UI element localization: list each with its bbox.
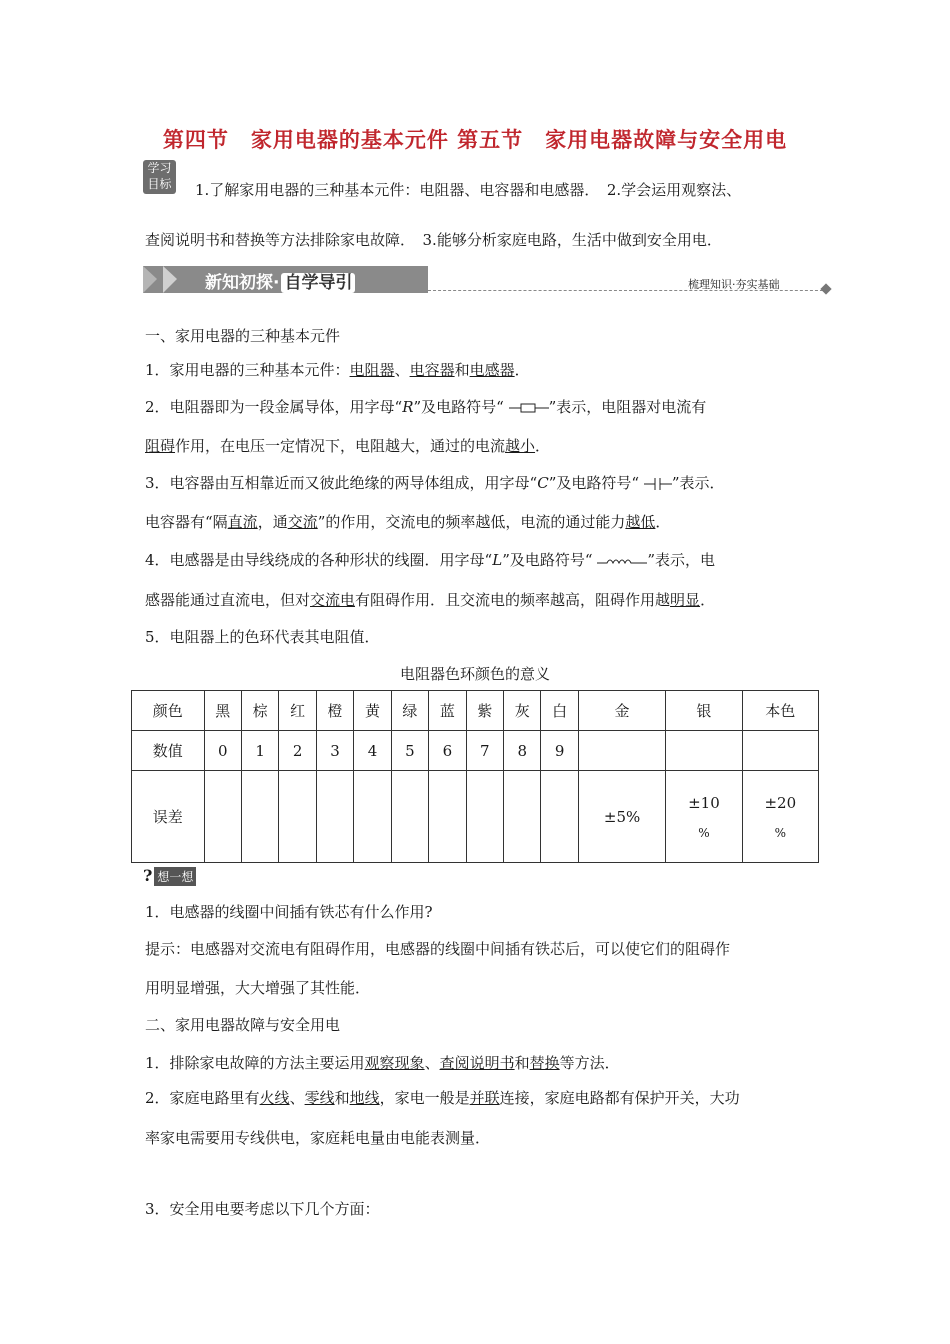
- table-row: [132, 771, 819, 863]
- capacitor-symbol-icon: [644, 477, 672, 491]
- table-cell: 4: [354, 731, 391, 771]
- table-cell: 8: [504, 731, 541, 771]
- s2-paragraph-2: 2．家庭电路里有火线、零线和地线，家电一般是并联连接，家庭电路都有保护开关，大功: [145, 1089, 740, 1107]
- question-icon: ?: [143, 866, 153, 885]
- table-cell: 颜色: [132, 691, 205, 731]
- s1-paragraph-4: 4．电感器是由导线绕成的各种形状的线圈．用字母“L”及电路符号“ ”表示，电: [145, 551, 715, 569]
- banner-title: 新知初探· 自学导引: [205, 268, 355, 293]
- diamond-icon: [820, 283, 831, 294]
- table-cell: 2: [279, 731, 316, 771]
- table-cell: 3: [316, 731, 353, 771]
- table-cell: 6: [429, 731, 466, 771]
- section2-heading: 二、家用电器故障与安全用电: [145, 1016, 341, 1034]
- think-label: ? 想一想: [143, 866, 196, 886]
- think-answer-1: 提示：电感器对交流电有阻碍作用，电感器的线圈中间插有铁芯后，可以使它们的阻碍作: [145, 940, 731, 958]
- section1-heading: 一、家用电器的三种基本元件: [145, 327, 341, 345]
- table-cell: ±5%: [578, 771, 665, 863]
- table-cell: 0: [204, 731, 241, 771]
- table-cell: 蓝: [429, 691, 466, 731]
- table-cell: 黑: [204, 691, 241, 731]
- s1-paragraph-1: 1．家用电器的三种基本元件：电阻器、电容器和电感器．: [145, 361, 530, 379]
- page-title: 第四节 家用电器的基本元件 第五节 家用电器故障与安全用电: [162, 128, 788, 152]
- learning-goal-badge: 学习 目标: [143, 160, 176, 194]
- table-cell: ±10 %: [666, 771, 742, 863]
- think-answer-2: 用明显增强，大大增强了其性能．: [145, 979, 371, 997]
- table-row: [132, 731, 819, 771]
- table-row: [132, 691, 819, 731]
- table-cell: 绿: [391, 691, 428, 731]
- s2-paragraph-2b: 率家电需要用专线供电，家庭耗电量由电能表测量．: [145, 1129, 491, 1147]
- inductor-symbol-icon: [597, 556, 647, 566]
- s1-paragraph-5: 5．电阻器上的色环代表其电阻值．: [145, 628, 380, 646]
- table-cell: [666, 731, 742, 771]
- s2-paragraph-1: 1．排除家电故障的方法主要运用观察现象、查阅说明书和替换等方法．: [145, 1054, 620, 1072]
- chevron-icon: [143, 266, 157, 293]
- goal-line-1: 1.了解家用电器的三种基本元件：电阻器、电容器和电感器． 2.学会运用观察法、: [195, 181, 742, 199]
- table-cell: 银: [666, 691, 742, 731]
- table-cell: 数值: [132, 731, 205, 771]
- s1-paragraph-3b: 电容器有“隔直流，通交流”的作用，交流电的频率越低，电流的通过能力越低．: [145, 513, 671, 531]
- table-cell: 白: [541, 691, 578, 731]
- table-cell: [742, 731, 818, 771]
- color-code-table: [131, 690, 819, 863]
- table-cell: 灰: [504, 691, 541, 731]
- table-cell: 棕: [241, 691, 278, 731]
- table-cell: 本色: [742, 691, 818, 731]
- table-cell: 紫: [466, 691, 503, 731]
- s1-paragraph-2: 2．电阻器即为一段金属导体，用字母“R”及电路符号“ ”表示，电阻器对电流有: [145, 398, 707, 416]
- s1-paragraph-2b: 阻碍作用，在电压一定情况下，电阻越大，通过的电流越小．: [145, 437, 551, 455]
- goal-line-2: 查阅说明书和替换等方法排除家电故障． 3.能够分析家庭电路，生活中做到安全用电．: [145, 231, 722, 249]
- s1-paragraph-4b: 感器能通过直流电，但对交流电有阻碍作用．且交流电的频率越高，阻碍作用越明显．: [145, 591, 716, 609]
- table-cell: 黄: [354, 691, 391, 731]
- table-cell: 5: [391, 731, 428, 771]
- table-cell: [578, 731, 665, 771]
- think-question: 1．电感器的线圈中间插有铁芯有什么作用?: [145, 903, 433, 921]
- table-cell: 金: [578, 691, 665, 731]
- table-cell: 误差: [132, 771, 205, 863]
- table-cell: 橙: [316, 691, 353, 731]
- table-cell: 红: [279, 691, 316, 731]
- table-cell: 9: [541, 731, 578, 771]
- chevron-icon: [163, 266, 177, 293]
- table-cell: ±20 %: [742, 771, 818, 863]
- s2-paragraph-3: 3．安全用电要考虑以下几个方面：: [145, 1200, 380, 1218]
- resistor-symbol-icon: [509, 402, 549, 414]
- table-caption: 电阻器色环颜色的意义: [399, 665, 550, 683]
- table-cell: 1: [241, 731, 278, 771]
- banner-subtitle: 梳理知识·夯实基础: [688, 278, 780, 291]
- s1-paragraph-3: 3．电容器由互相靠近而又彼此绝缘的两导体组成，用字母“C”及电路符号“ ”表示．: [145, 474, 725, 492]
- table-cell: 7: [466, 731, 503, 771]
